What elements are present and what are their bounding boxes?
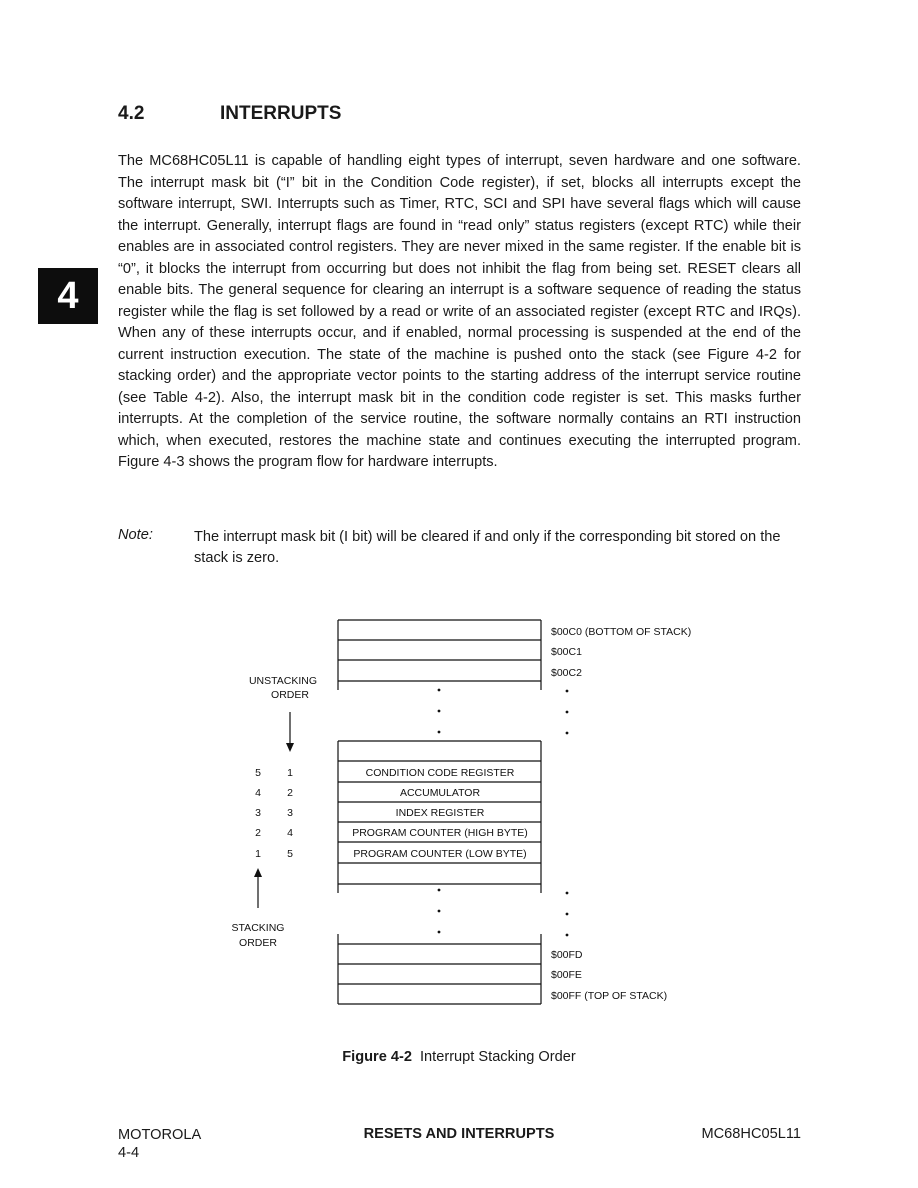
- footer-chapter-title: RESETS AND INTERRUPTS: [363, 1126, 555, 1142]
- stacking-label-line1: STACKING: [231, 922, 285, 934]
- register-name: INDEX REGISTER: [395, 807, 485, 819]
- unstacking-label-line2: ORDER: [271, 689, 309, 701]
- stack-order-number: 5: [287, 848, 293, 860]
- register-name: PROGRAM COUNTER (HIGH BYTE): [352, 827, 528, 839]
- stacking-arrow-head: [254, 868, 262, 877]
- address-label: $00FF (TOP OF STACK): [551, 990, 668, 1002]
- register-name: CONDITION CODE REGISTER: [365, 767, 515, 779]
- footer-part-number: MC68HC05L11: [701, 1126, 801, 1142]
- address-label: $00C1: [551, 646, 582, 658]
- address-label: $00C0 (BOTTOM OF STACK): [551, 626, 692, 638]
- figure-caption-title: Interrupt Stacking Order: [420, 1049, 576, 1065]
- section-title: INTERRUPTS: [220, 103, 342, 124]
- stack-order-number: 1: [287, 767, 293, 779]
- note-text: The interrupt mask bit (I bit) will be cleared if and only if the corresponding bit stored on the stack is zero.: [194, 529, 781, 566]
- unstack-order-number: 1: [255, 848, 261, 860]
- address-label: $00FE: [551, 969, 582, 981]
- footer-page-number: 4-4: [118, 1145, 140, 1161]
- stacking-label-line2: ORDER: [239, 937, 277, 949]
- unstacking-arrow-head: [286, 743, 294, 752]
- stack-order-number: 2: [287, 787, 293, 799]
- note-label: Note:: [118, 527, 153, 543]
- unstack-order-number: 4: [255, 787, 261, 799]
- unstacking-label-line1: UNSTACKING: [248, 675, 318, 687]
- chapter-tab: 4: [38, 268, 98, 324]
- address-label: $00C2: [551, 667, 582, 679]
- register-name: PROGRAM COUNTER (LOW BYTE): [353, 848, 527, 860]
- figure-caption: [0, 1049, 918, 1065]
- footer-company: MOTOROLA: [118, 1127, 202, 1143]
- unstack-order-number: 3: [255, 807, 261, 819]
- figure-caption-number: Figure 4-2: [342, 1049, 412, 1065]
- register-name: ACCUMULATOR: [399, 787, 481, 799]
- stack-order-number: 3: [287, 807, 293, 819]
- body-paragraph: The MC68HC05L11 is capable of handling eight types of interrupt, seven hardware and one software. The interrupt mask bit (“I” bit in the Condition Code register), if set, blocks all interrupts except the software interrupt, SWI. Interrupts such as Timer, RTC, SCI and SPI have several flags which will cause the interrupt. Generally, interrupt flags are found in “read only” status registers (except RTC) while their enables are in associated control registers. They are never mixed in the same register. If the enable bit is “0”, it blocks the interrupt from occurring but does not inhibit the flag from being set. RESET clears all enable bits. The general sequence for clearing an interrupt is a software sequence of reading the status register while the flag is set followed by a read or write of an associated register (except RTC and IRQs). When any of these interrupts occur, and if enabled, normal processing is suspended at the end of the current instruction execution. The state of the machine is pushed onto the stack (see Figure 4-2 for stacking order) and the appropriate vector points to the starting address of the interrupt service routine (see Table 4-2). Also, the interrupt mask bit in the condition code register is set. This masks further interrupts. At the completion of the service routine, the software normally contains an RTI instruction which, when executed, restores the machine state and continues executing the interrupted program. Figure 4-3 shows the program flow for hardware interrupts.: [118, 153, 801, 470]
- unstack-order-number: 5: [255, 767, 261, 779]
- unstack-order-number: 2: [255, 827, 261, 839]
- address-label: $00FD: [551, 949, 583, 961]
- stack-order-number: 4: [287, 827, 293, 839]
- section-number: 4.2: [118, 103, 145, 124]
